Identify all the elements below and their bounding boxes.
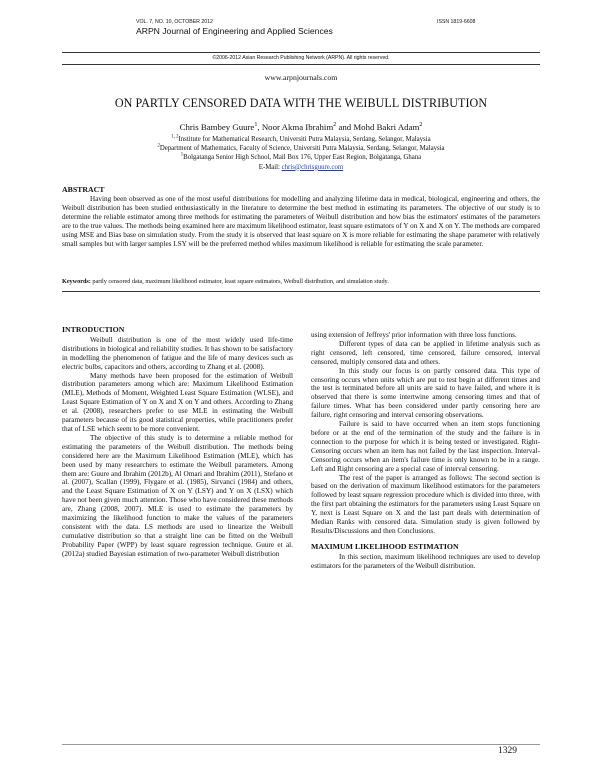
author-name: , Noor Akma Ibrahim [257,122,334,132]
affiliation-text: Institute for Mathematical Research, Universiti Putra Malaysia, Serdang, Selangor, Malaysia [178,136,431,143]
journal-name: ARPN Journal of Engineering and Applied Sciences [136,26,333,36]
mle-paragraph: In this section, maximum likelihood techniques are used to develop estimators for the parameters of the Weibull distribution. [311,552,540,570]
keywords-text: partly censored data, maximum likelihood estimator, least square estimators, Weibull distribution, and simulation study. [90,278,389,285]
introduction-heading: INTRODUCTION [62,325,125,334]
author-affiliation-mark: 2 [333,122,337,129]
footer-rule [62,744,540,745]
affiliation-line [62,153,540,162]
section-rule [62,291,540,292]
affiliation-text: Department of Mathematics, Faculty of Science, Universiti Putra Malaysia, Serdang, Selangor, Malaysia [159,145,445,153]
abstract-section [62,185,540,249]
affiliation-text: Bolgatanga Senior High School, Mail Box 176, Upper East Region, Bolgatanga, Ghana [183,154,422,162]
mle-heading: MAXIMUM LIKELIHOOD ESTIMATION [311,541,459,551]
keywords-label: Keywords: [62,278,91,285]
left-column [62,326,293,559]
affiliation-line [62,135,540,144]
author-affiliation-mark: 1 [254,122,258,129]
abstract-text: Having been observed as one of the most useful distributions for modelling and analyzing lifetime data in medical, biological, engineering and others, the Weibull distribution has been studied enthusiastically in the literature to determine the best method in estimating its parameters. The objective of our study is to determine the reliable estimator among three methods for estimating the parameters of Weibull distribution and how bias the estimators' estimates of the parameters are to the true values. The methods being examined here are maximum likelihood estimator, least square estimators of Y on X and X on Y. The methods are compared using MSE and Bias base on simulation study. From the study it is observed that least square on X is more reliable for estimating the shape parameter with relatively small samples but with larger samples LSY will be the preferred method whiles maximum likelihood is reliable for estimating the scale parameter. [62,195,540,249]
email-link[interactable]: chris@chrisguure.com [281,163,344,171]
author-name: and Mohd Bakri Adam [336,122,420,132]
email-label: E-Mail: [258,163,282,171]
abstract-heading: ABSTRACT [62,185,105,194]
intro-paragraph: using extension of Jeffreys' prior information with three loss functions. [311,331,517,339]
paper-title: ON PARTLY CENSORED DATA WITH THE WEIBULL DISTRIBUTION [114,96,488,110]
intro-paragraph: The rest of the paper is arranged as follows: The second section is based on the derivation of maximum likelihood estimators for the parameters followed by least square regression procedure which is divided into three, with the first part obtaining the estimators for the parameters using Least Square on Y, next is Least Square on X and the last part deals with determination of Median Ranks with censored data. Simulation study is given followed by Results/Discussions and then Conclusions. [311,473,540,535]
intro-paragraph: Different types of data can be applied in lifetime analysis such as right censored, left censored, time censored, failure censored, interval censored, multiply censored data and others. [311,339,540,366]
header-rule [62,52,540,53]
author-list [62,122,540,132]
intro-paragraph: Many methods have been proposed for the estimation of Weibull distribution parameters among which are: Maximum Likelihood Estimation (MLE), Methods of Moment, Weighted Least Square Estimation (WLSE), and Least Square Estimation of Y on X and X on Y and others. According to Zhang et al. (2008), researchers prefer to use MLE in estimating the Weibull parameters because of its good statistical properties, while practitioners prefer that of LSE which seem to be more convenient. [62,371,293,433]
affiliations [62,135,540,172]
author-name: Chris Bambey Guure [179,122,255,132]
author-affiliation-mark: 2 [419,122,423,129]
website: www.arpnjournals.com [264,73,338,82]
keywords [62,278,540,285]
intro-paragraph: In this study our focus is on partly censored data. This type of censoring occurs when units which are put to test begin at different times and the test is terminated before all units are said to have failed, and where it is observed that there is some intertwine among censoring times and that of failure times. What has been considered under partly censoring here are failure, right censoring and interval censoring observations. [311,366,540,420]
right-column [311,331,540,571]
affiliation-mark: 1 [180,153,184,159]
affiliation-mark: 2 [157,143,160,149]
volume-info: VOL. 7, NO. 10, OCTOBER 2012 [136,19,213,25]
header-rule-lower [62,64,540,65]
affiliation-mark: 1, 2 [171,134,179,140]
affiliation-line [62,144,540,153]
issn: ISSN 1819-6608 [437,19,476,25]
email-line [62,163,540,172]
intro-paragraph: Failure is said to have occurred when an item stops functioning before or at the end of the termination of the study and the failure is in connection to the purpose for which it is being tested or investigated. Right-Censoring occurs when an item has not failed by the last inspection. Interval-Censoring occurs when an item's failure time is only known to be in a range. Left and Right censoring are a special case of interval censoring. [311,420,540,473]
page-number: 1329 [498,746,517,756]
copyright-notice: ©2006-2012 Asian Research Publishing Network (ARPN). All rights reserved. [212,55,390,61]
intro-paragraph: Weibull distribution is one of the most widely used life-time distributions in biological and reliability studies. It has shown to be satisfactory in modelling the phenomenon of fatigue and the life of many devices such as electric bulbs, capacitors and others, according to Zhang et al. (2008). [62,335,293,371]
intro-paragraph: The objective of this study is to determine a reliable method for estimating the parameters of the Weibull distribution. The methods being considered here are the Maximum Likelihood Estimation (MLE), which has been used by many researchers to estimate the Weibull parameters. Among them are: Guure and Ibrahim (2012b), Al Omari and Ibrahim (2011), Stefano et al. (2007), Scallan (1999), Flygare et al. (1985), Sirvanci (1984) and others, and the Least Square Estimation of X on Y (LSY) and Y on X (LSX) which have not been given much attention. Those who have considered these methods are, Zhang (2008, 2007). MLE is used to estimate the parameters by maximizing the likelihood function to make the values of the parameters consistent with the data. LS methods are used to linearize the Weibull cumulative distribution so that a straight line can be fitted on the Weibull Probability Paper (WPP) by least square regression technique. Guure et al. (2012a) studied Bayesian estimation of two-parameter Weibull distribution [62,433,293,558]
